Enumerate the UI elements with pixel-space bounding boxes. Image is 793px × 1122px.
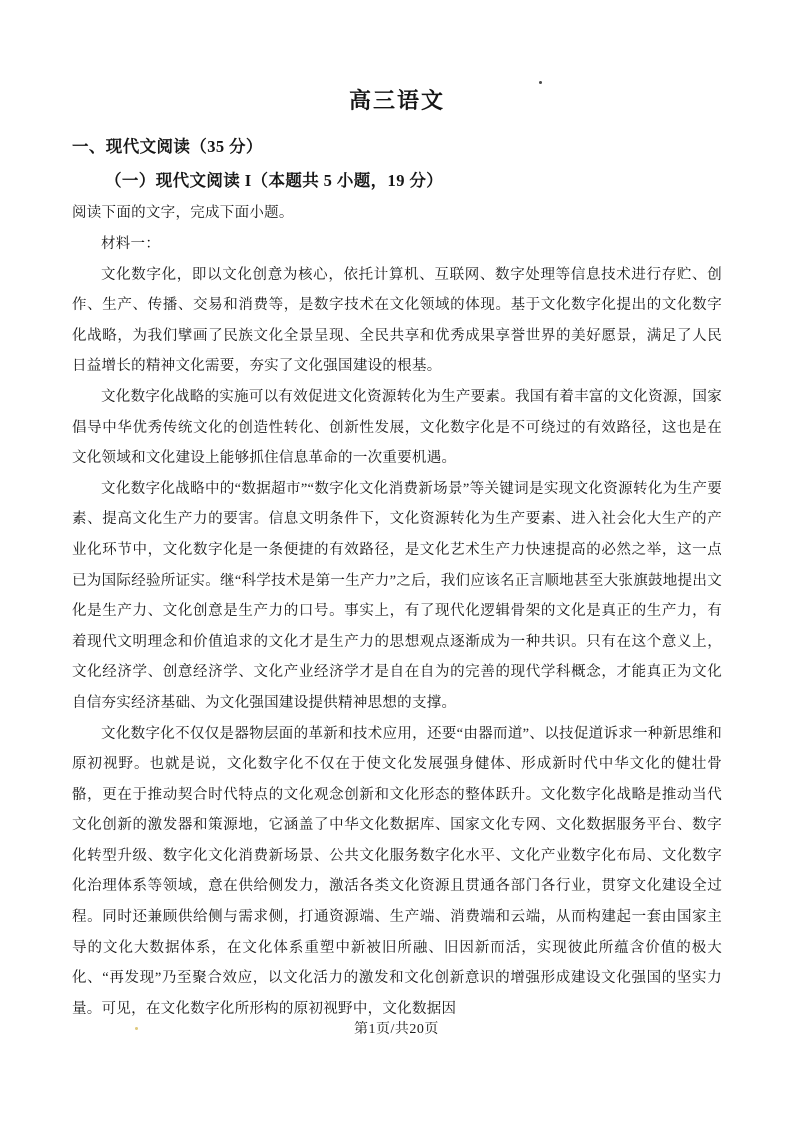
- body-paragraph: 文化数字化不仅仅是器物层面的革新和技术应用，还要“由器而道”、以技促道诉求一种新思维和原初视野。也就是说，文化数字化不仅在于使文化发展强身健体、形成新时代中华文化的健壮骨骼，更在于推动契合时代特点的文化观念创新和文化形态的整体跃升。文化数字化战略是推动当代文化创新的激发器和策源地，它涵盖了中华文化数据库、国家文化专网、文化数据服务平台、数字化转型升级、数字化文化消费新场景、公共文化服务数字化水平、文化产业数字化布局、文化数字化治理体系等领域，意在供给侧发力，激活各类文化资源且贯通各部门各行业，贯穿文化建设全过程。同时还兼顾供给侧与需求侧，打通资源端、生产端、消费端和云端，从而构建起一套由国家主导的文化大数据体系，在文化体系重塑中新被旧所融、旧因新而活，实现彼此所蕴含价值的极大化、“再发现”乃至聚合效应，以文化活力的激发和文化创新意识的增强形成建设文化强国的坚实力量。可见，在文化数字化所形构的原初视野中，文化数据因: [72, 725, 722, 1017]
- body-paragraph: 文化数字化战略的实施可以有效促进文化资源转化为生产要素。我国有着丰富的文化资源，国家倡导中华优秀传统文化的创造性转化、创新性发展，文化数字化是不可绕过的有效路径，这也是在文化领域和文化建设上能够抓住信息革命的一次重要机遇。: [72, 388, 722, 467]
- reading-instruction: 阅读下面的文字，完成下面小题。: [72, 205, 294, 221]
- page-content: [0, 86, 793, 1024]
- stray-dot-artifact: [539, 81, 542, 84]
- body-paragraph: 文化数字化，即以文化创意为核心，依托计算机、互联网、数字处理等信息技术进行存贮、创作、生产、传播、交易和消费等，是数字技术在文化领域的体现。基于文化数字化提出的文化数字化战略，为我们擘画了民族文化全景呈现、全民共享和优秀成果享誉世界的美好愿景，满足了人民日益增长的精神文化需要，夯实了文化强国建设的根基。: [72, 266, 722, 375]
- page-number-footer: 第1页/共20页: [354, 1022, 439, 1037]
- material-one-body: [72, 229, 722, 1024]
- material-one-label: 材料一：: [101, 236, 161, 252]
- subsection-heading-reading-1: （一）现代文阅读 I（本题共 5 小题，19 分）: [105, 171, 444, 190]
- section-heading-modern-text-reading: 一、现代文阅读（35 分）: [72, 137, 263, 156]
- body-paragraph: 文化数字化战略中的“数据超市”“数字化文化消费新场景”等关键词是实现文化资源转化为生产要素、提高文化生产力的要害。信息文明条件下，文化资源转化为生产要素、进入社会化大生产的产业化环节中，文化数字化是一条便捷的有效路径，是文化艺术生产力快速提高的必然之举，这一点已为国际经验所证实。继“科学技术是第一生产力”之后，我们应该名正言顺地甚至大张旗鼓地提出文化是生产力、文化创意是生产力的口号。事实上，有了现代化逻辑骨架的文化是真正的生产力，有着现代文明理念和价值追求的文化才是生产力的思想观点逐渐成为一种共识。只有在这个意义上，文化经济学、创意经济学、文化产业经济学才是自在自为的完善的现代学科概念，才能真正为文化自信夯实经济基础、为文化强国建设提供精神思想的支撑。: [72, 480, 722, 711]
- page-title: 高三语文: [348, 88, 445, 113]
